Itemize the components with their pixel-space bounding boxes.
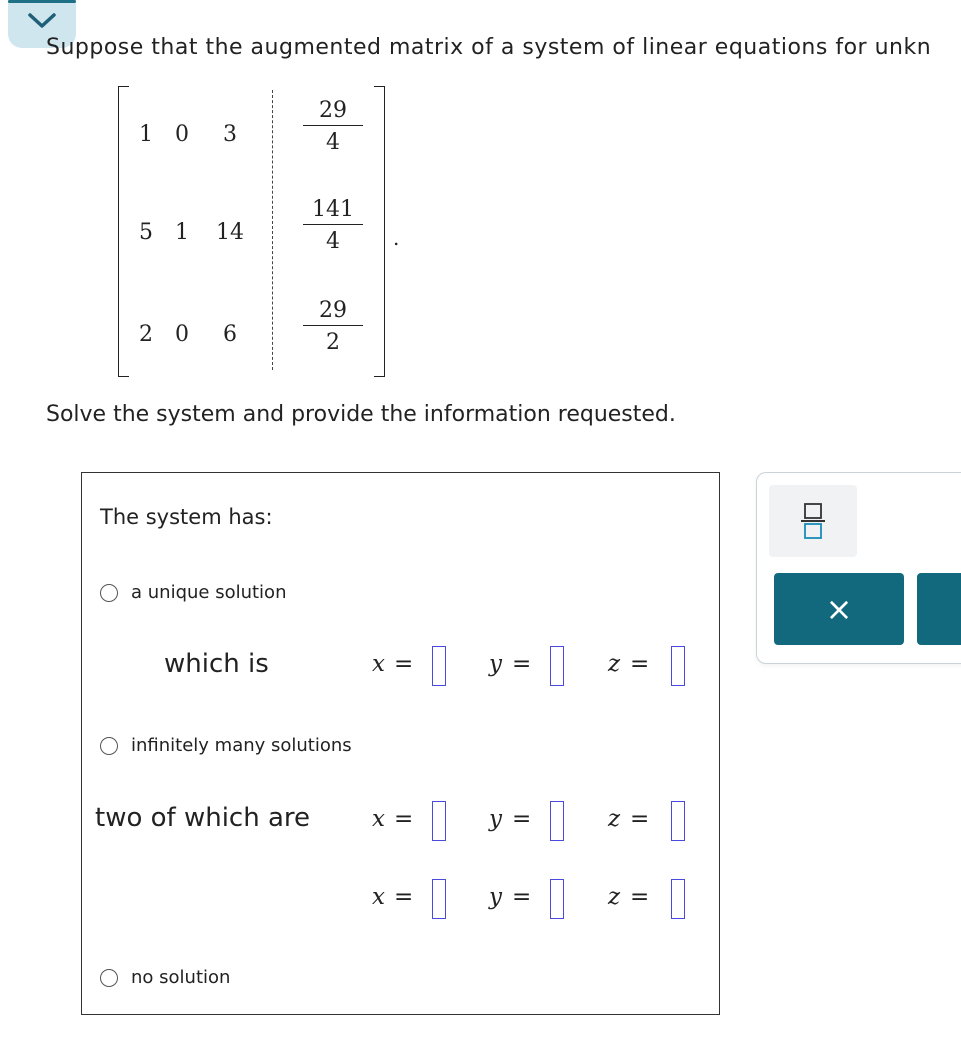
- augmented-matrix: [118, 86, 418, 378]
- matrix-rhs: [303, 98, 363, 155]
- var-z: z: [608, 651, 621, 677]
- equals-sign: =: [512, 884, 532, 910]
- unique-z-input[interactable]: [671, 646, 685, 686]
- infinite-lead-text: two of which are: [95, 803, 311, 833]
- rhs-numerator: 29: [319, 298, 347, 323]
- option-no-solution[interactable]: [100, 967, 230, 988]
- equals-sign: =: [512, 806, 532, 832]
- infinite1-x-input[interactable]: [432, 801, 446, 841]
- radio-infinite[interactable]: [100, 737, 118, 755]
- answer-title: The system has:: [100, 505, 273, 529]
- matrix-cell: 2: [139, 322, 153, 347]
- var-z: z: [608, 806, 621, 832]
- radio-unique[interactable]: [100, 584, 118, 602]
- rhs-denominator: 4: [303, 125, 363, 155]
- infinite-solution-row-1: [372, 798, 702, 844]
- var-x: x: [372, 806, 385, 832]
- equals-sign: =: [512, 651, 532, 677]
- var-x: x: [372, 651, 385, 677]
- matrix-rhs: [303, 298, 363, 355]
- collapse-bar: [8, 0, 76, 3]
- option-infinite-label: infinitely many solutions: [131, 735, 352, 756]
- matrix-period: .: [393, 226, 400, 250]
- option-none-label: no solution: [131, 967, 231, 988]
- answer-box: [81, 472, 720, 1015]
- matrix-cell: 1: [175, 220, 189, 245]
- var-y: y: [489, 884, 502, 910]
- matrix-rhs: [303, 197, 363, 254]
- matrix-cell: 6: [223, 322, 237, 347]
- rhs-denominator: 2: [303, 325, 363, 355]
- instruction-text: Solve the system and provide the information requested.: [46, 402, 676, 427]
- var-x: x: [372, 884, 385, 910]
- tool-panel: [756, 472, 961, 664]
- infinite2-y-input[interactable]: [550, 879, 564, 919]
- chevron-down-icon: [27, 12, 57, 30]
- unique-x-input[interactable]: [432, 646, 446, 686]
- matrix-cell: 1: [139, 122, 153, 147]
- matrix-cell: 0: [175, 122, 189, 147]
- equals-sign: =: [394, 651, 414, 677]
- infinite-solution-row-2: [372, 876, 702, 922]
- unique-solution-row: [372, 643, 702, 689]
- equals-sign: =: [630, 884, 650, 910]
- rhs-numerator: 141: [312, 197, 354, 222]
- var-y: y: [489, 806, 502, 832]
- problem-prompt: Suppose that the augmented matrix of a system of linear equations for unkn: [46, 35, 932, 60]
- fraction-button[interactable]: [769, 485, 857, 557]
- matrix-cell: 0: [175, 322, 189, 347]
- option-infinite-solutions[interactable]: [100, 735, 352, 756]
- matrix-cell: 3: [223, 122, 237, 147]
- equals-sign: =: [630, 651, 650, 677]
- matrix-right-bracket: [374, 86, 385, 377]
- rhs-denominator: 4: [303, 224, 363, 254]
- matrix-cell: 14: [216, 220, 244, 245]
- equals-sign: =: [630, 806, 650, 832]
- var-y: y: [489, 651, 502, 677]
- augment-separator: [272, 90, 273, 370]
- radio-none[interactable]: [100, 969, 118, 987]
- option-unique-label: a unique solution: [131, 582, 287, 603]
- equals-sign: =: [394, 884, 414, 910]
- unique-y-input[interactable]: [550, 646, 564, 686]
- var-z: z: [608, 884, 621, 910]
- unique-lead-text: which is: [164, 649, 269, 679]
- option-unique-solution[interactable]: [100, 582, 286, 603]
- equals-sign: =: [394, 806, 414, 832]
- clear-button[interactable]: ×: [774, 573, 904, 645]
- rhs-numerator: 29: [319, 98, 347, 123]
- infinite2-z-input[interactable]: [671, 879, 685, 919]
- matrix-cell: 5: [139, 220, 153, 245]
- fraction-icon: [799, 502, 827, 540]
- infinite1-z-input[interactable]: [671, 801, 685, 841]
- infinite2-x-input[interactable]: [432, 879, 446, 919]
- undo-button[interactable]: [917, 573, 961, 645]
- infinite1-y-input[interactable]: [550, 801, 564, 841]
